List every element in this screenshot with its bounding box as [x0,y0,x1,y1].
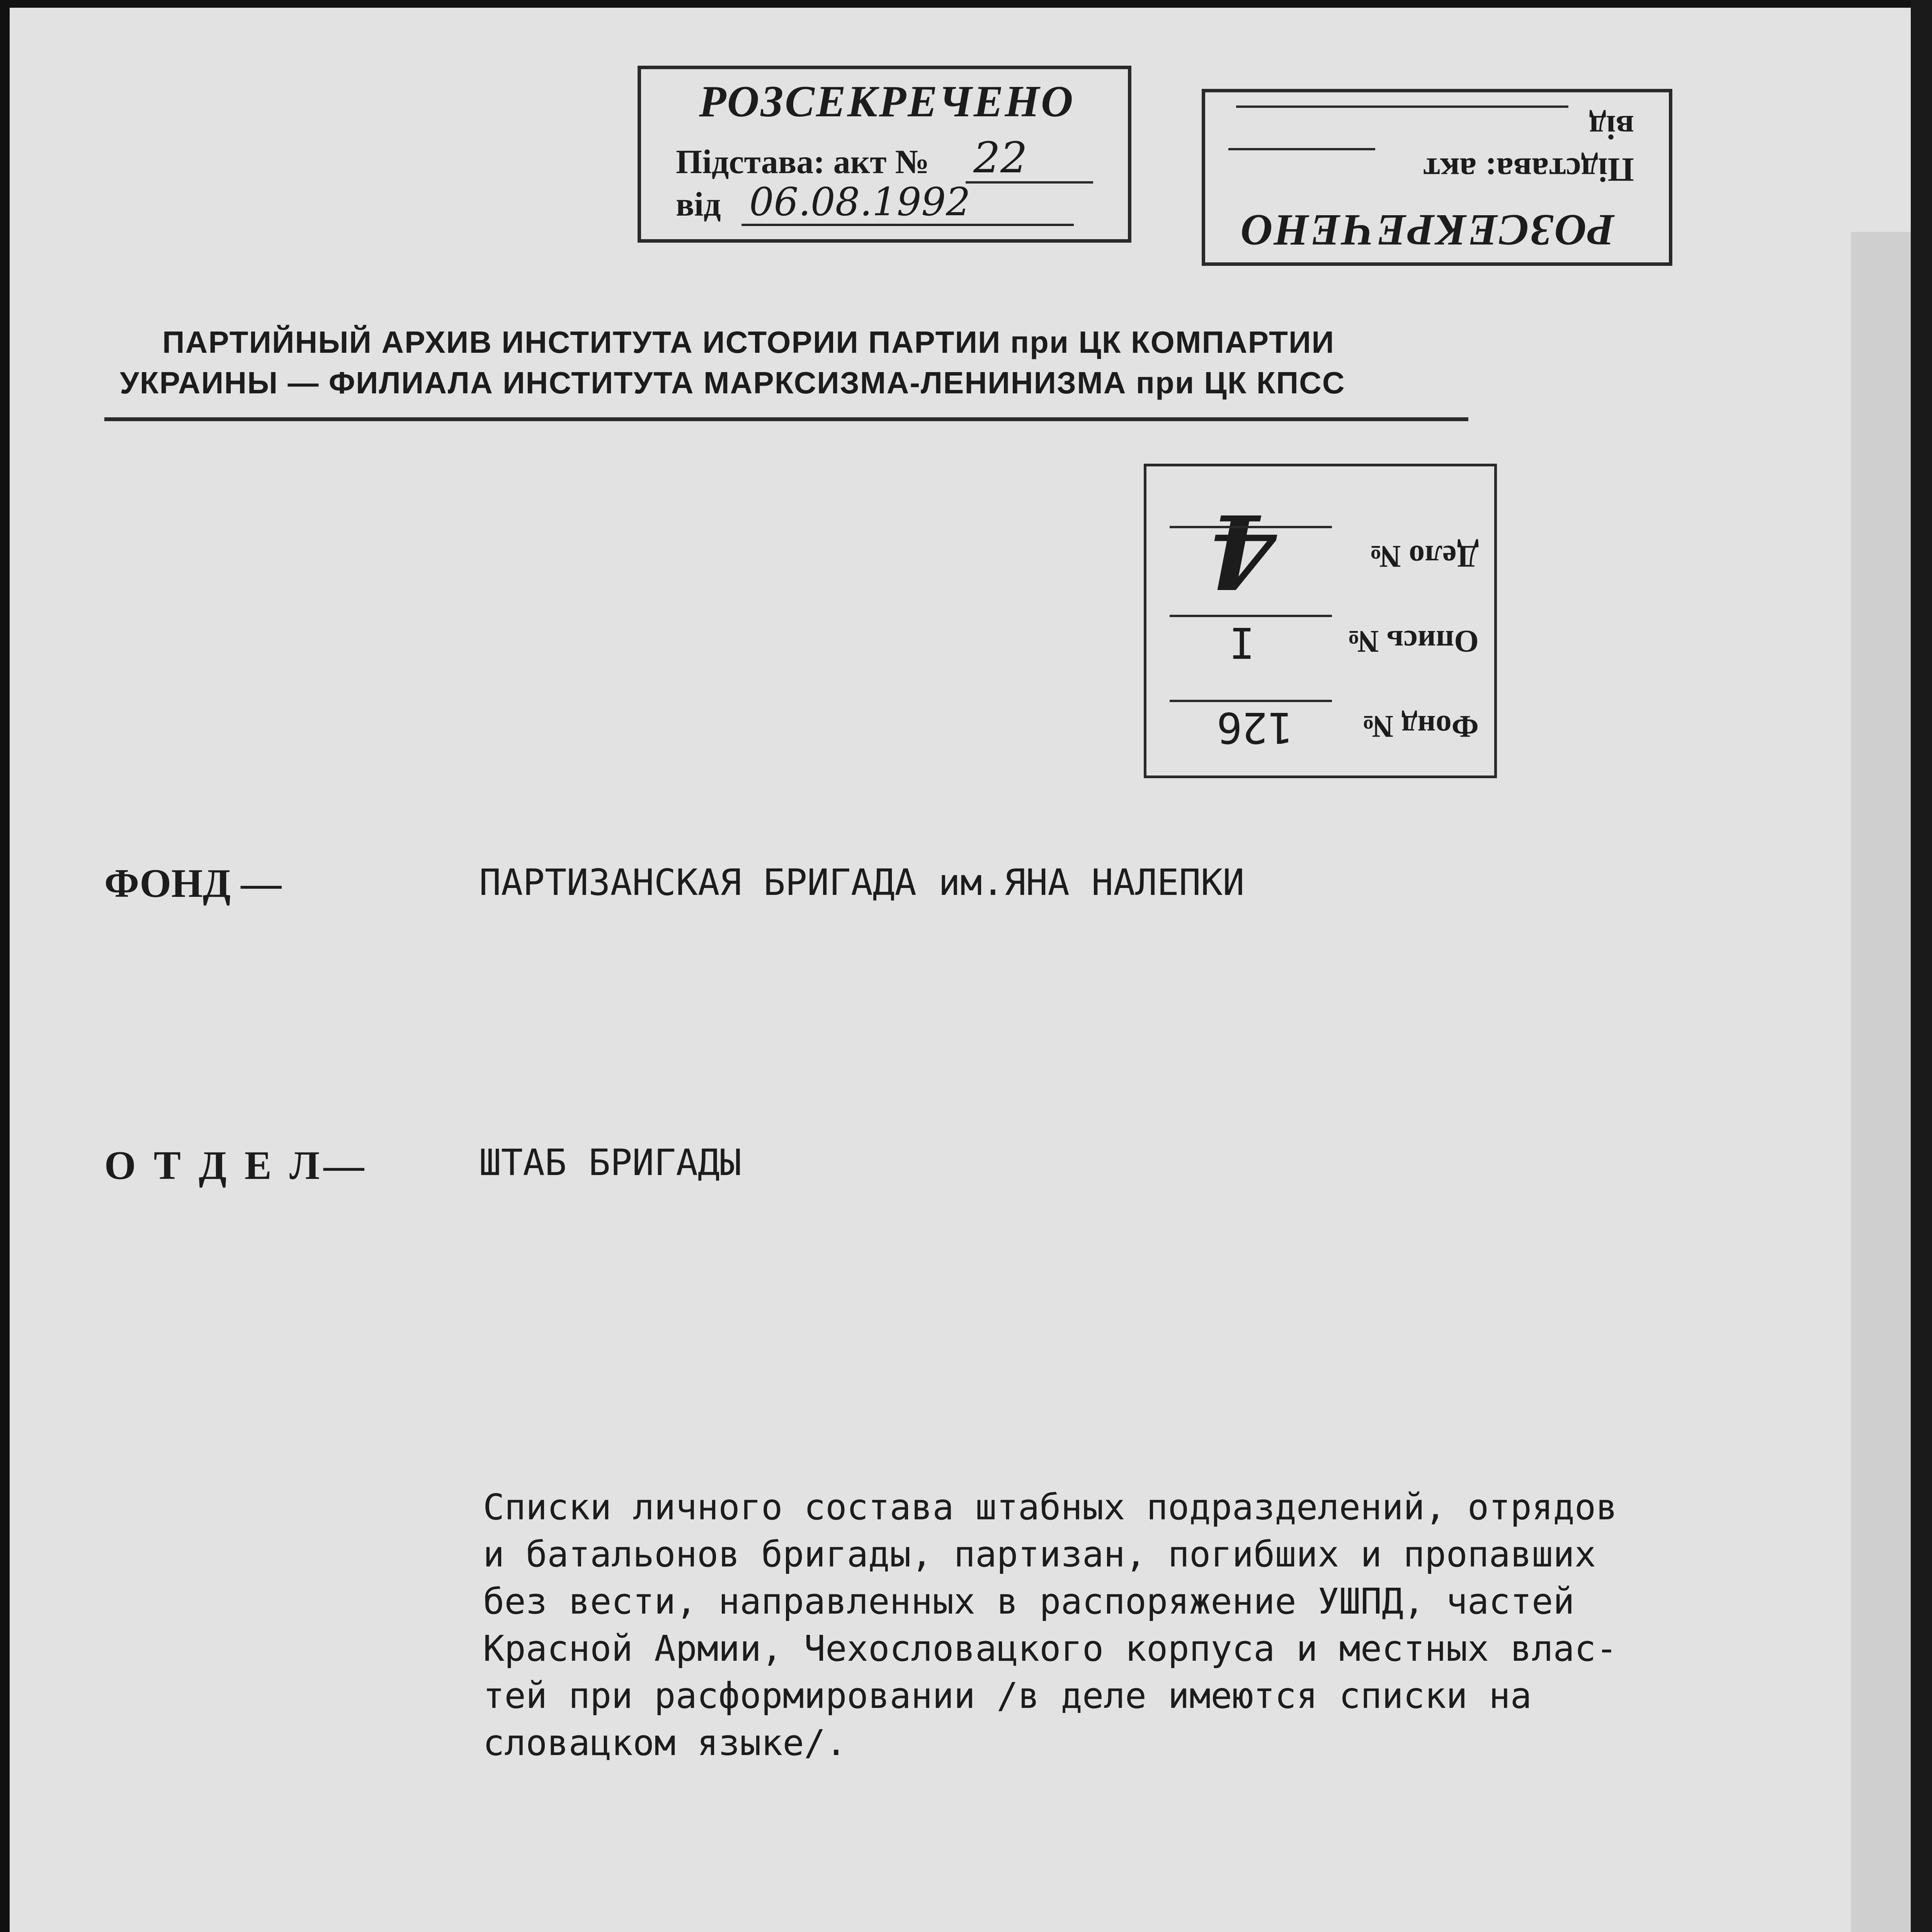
box-inv-opis-underline [1170,615,1332,617]
box-inv-fond-underline [1170,700,1332,702]
box-inv-opis-label: Опись № [1347,624,1479,659]
page-edge-shadow [1851,232,1917,1932]
declassified-stamp-inverted [1202,89,1672,266]
stamp-inverted-date-label: від [1589,108,1634,146]
otdel-value: ШТАБ БРИГАДЫ [479,1142,742,1184]
otdel-label: О Т Д Е Л— [104,1143,368,1188]
description-line: тей при расформировании /в деле имеются списки на [483,1675,1532,1716]
stamp-act-number: 22 [973,133,1027,182]
box-inv-fond-value: 126 [1216,703,1293,752]
description-line: и батальонов бригады, партизан, погибших и пропавших [483,1534,1596,1575]
stamp-title: РОЗСЕКРЕЧЕНО [699,77,1075,126]
box-inv-opis-value: I [1229,618,1255,667]
stamp-inverted-basis-label: Підстава: акт [1423,151,1634,188]
description-line: без вести, направленных в распоряжение УШПД, частей [483,1581,1575,1622]
description-line: Красной Армии, Чехословацкого корпуса и местных влас- [483,1628,1617,1669]
stamp-basis-label: Підстава: акт № [676,143,929,181]
stamp-date-value: 06.08.1992 [749,179,971,224]
declassified-stamp [638,66,1131,243]
box-inv-delo-underline [1170,526,1332,528]
description-line: Списки личного состава штабных подразделений, отрядов [483,1486,1617,1528]
stamp-date-underline [742,224,1074,226]
header-rule [104,417,1468,421]
box-inv-fond-label: Фонд № [1361,709,1479,744]
stamp-inverted-title: РОЗСЕКРЕЧЕНО [1239,206,1615,255]
fond-value: ПАРТИЗАНСКАЯ БРИГАДА им.ЯНА НАЛЕПКИ [479,862,1245,904]
box-inv-delo-value: 4 [1208,492,1278,609]
description-line: словацком языке/. [483,1722,847,1764]
fond-label: ФОНД — [104,861,282,906]
stamp-inverted-underline-1 [1228,148,1375,150]
stamp-inverted-underline-2 [1236,105,1568,108]
stamp-date-label: від [676,186,721,223]
archive-header-line2: УКРАИНЫ — ФИЛИАЛА ИНСТИТУТА МАРКСИЗМА-ЛЕНИНИЗМА при ЦК КПСС [120,366,1345,400]
index-box-inverted [1144,464,1497,778]
box-inv-delo-label: Дело № [1369,539,1479,574]
page-edge-dark [1911,0,1932,1932]
stamp-act-underline [966,181,1093,184]
archive-header-line1: ПАРТИЙНЫЙ АРХИВ ИНСТИТУТА ИСТОРИИ ПАРТИИ при ЦК КОМПАРТИИ [162,325,1335,359]
